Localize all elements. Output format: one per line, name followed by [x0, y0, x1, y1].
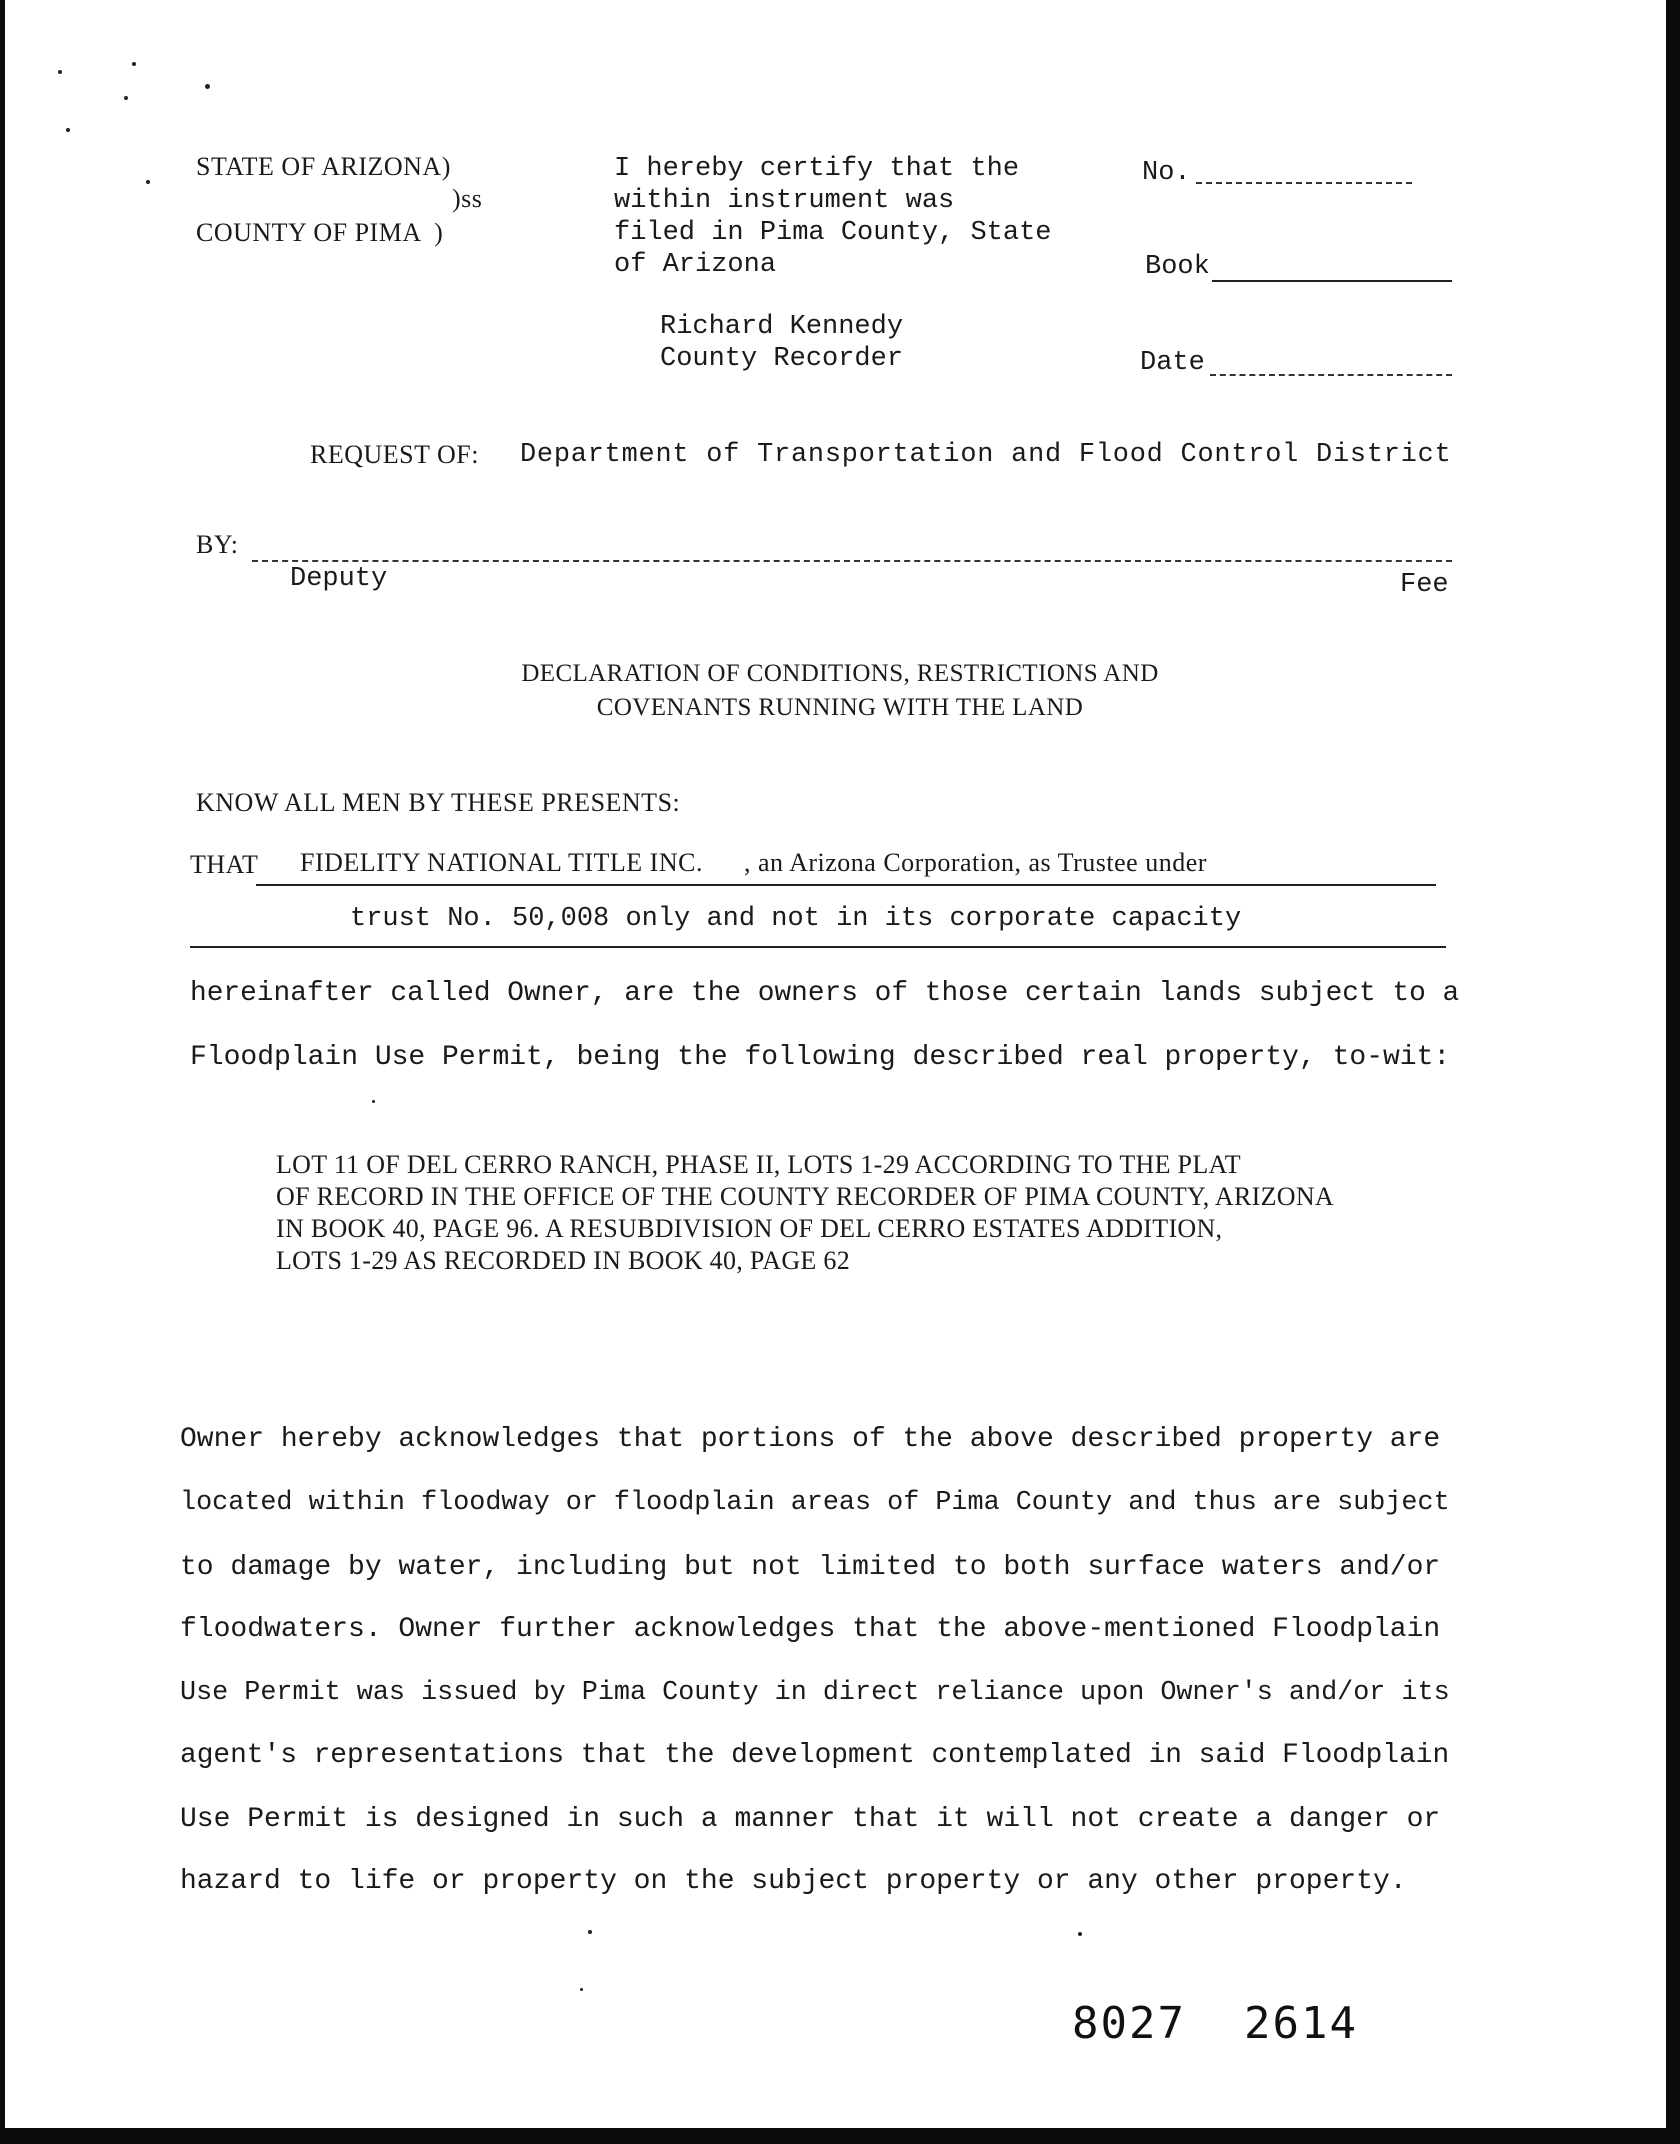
trust-line: trust No. 50,008 only and not in its corporate capacity — [350, 904, 1242, 934]
legal-description-line-2: OF RECORD IN THE OFFICE OF THE COUNTY RECORDER OF PIMA COUNTY, ARIZONA — [276, 1182, 1334, 1211]
county-line: COUNTY OF PIMA ) — [196, 218, 444, 247]
intro-line-2: Floodplain Use Permit, being the following described real property, to-wit: — [190, 1042, 1451, 1073]
recording-page-number: 2614 — [1244, 1998, 1358, 2049]
scan-edge-bottom — [0, 2128, 1680, 2144]
scan-speck — [58, 70, 62, 74]
fee-label: Fee — [1400, 570, 1449, 600]
acknowledgment-line-5: Use Permit was issued by Pima County in direct reliance upon Owner's and/or its — [180, 1678, 1450, 1708]
acknowledgment-line-6: agent's representations that the development contemplated in said Floodplain — [180, 1740, 1450, 1771]
scan-speck — [1078, 1932, 1082, 1936]
acknowledgment-line-8: hazard to life or property on the subject property or any other property. — [180, 1866, 1407, 1897]
certify-line-4: of Arizona — [614, 250, 777, 280]
by-label: BY: — [196, 530, 239, 559]
owner-line — [256, 884, 1436, 886]
owner-description: , an Arizona Corporation, as Trustee under — [744, 848, 1207, 877]
acknowledgment-line-1: Owner hereby acknowledges that portions of the above described property are — [180, 1424, 1441, 1455]
request-label: REQUEST OF: — [310, 440, 479, 469]
scan-speck — [372, 1100, 375, 1103]
document-title-line-2: COVENANTS RUNNING WITH THE LAND — [596, 694, 1084, 721]
recorder-name: Richard Kennedy — [660, 312, 904, 342]
ss-mark: )ss — [452, 184, 483, 213]
scan-speck — [132, 62, 136, 66]
legal-description-line-4: LOTS 1-29 AS RECORDED IN BOOK 40, PAGE 62 — [276, 1246, 850, 1275]
book-line — [1212, 280, 1452, 282]
know-all-heading: KNOW ALL MEN BY THESE PRESENTS: — [196, 788, 681, 817]
scan-speck — [146, 180, 150, 184]
scan-speck — [588, 1930, 592, 1934]
acknowledgment-line-7: Use Permit is designed in such a manner that it will not create a danger or — [180, 1804, 1441, 1835]
scan-speck — [205, 84, 210, 89]
legal-description-line-3: IN BOOK 40, PAGE 96. A RESUBDIVISION OF DEL CERRO ESTATES ADDITION, — [276, 1214, 1223, 1243]
intro-line-1: hereinafter called Owner, are the owners of those certain lands subject to a — [190, 978, 1460, 1009]
no-label: No. — [1142, 158, 1191, 188]
legal-description-line-1: LOT 11 OF DEL CERRO RANCH, PHASE II, LOTS 1-29 ACCORDING TO THE PLAT — [276, 1150, 1241, 1179]
state-line: STATE OF ARIZONA) — [196, 152, 451, 181]
trust-rule — [190, 946, 1446, 948]
certify-line-2: within instrument was — [614, 186, 955, 216]
acknowledgment-line-3: to damage by water, including but not limited to both surface waters and/or — [180, 1552, 1441, 1583]
scan-speck — [66, 128, 70, 132]
deputy-label: Deputy — [290, 564, 388, 594]
scan-speck — [124, 96, 128, 100]
recording-book-number: 8027 — [1072, 1998, 1186, 2049]
scan-speck — [580, 1988, 583, 1991]
request-value: Department of Transportation and Flood Control District — [520, 440, 1452, 470]
date-line — [1210, 374, 1452, 376]
certify-line-3: filed in Pima County, State — [614, 218, 1052, 248]
by-signature-line — [252, 560, 1452, 562]
that-label: THAT — [190, 850, 259, 879]
document-title-line-1: DECLARATION OF CONDITIONS, RESTRICTIONS AND — [521, 660, 1159, 687]
recorder-title: County Recorder — [660, 344, 904, 374]
scan-edge-right — [1666, 0, 1680, 2144]
owner-name: FIDELITY NATIONAL TITLE INC. — [300, 848, 703, 877]
no-line — [1196, 182, 1412, 184]
acknowledgment-line-4: floodwaters. Owner further acknowledges that the above-mentioned Floodplain — [180, 1614, 1441, 1645]
book-label: Book — [1145, 252, 1210, 282]
certify-line-1: I hereby certify that the — [614, 154, 1020, 184]
date-label: Date — [1140, 348, 1205, 378]
scan-edge-left — [0, 0, 5, 2144]
acknowledgment-line-2: located within floodway or floodplain areas of Pima County and thus are subject — [180, 1488, 1450, 1518]
